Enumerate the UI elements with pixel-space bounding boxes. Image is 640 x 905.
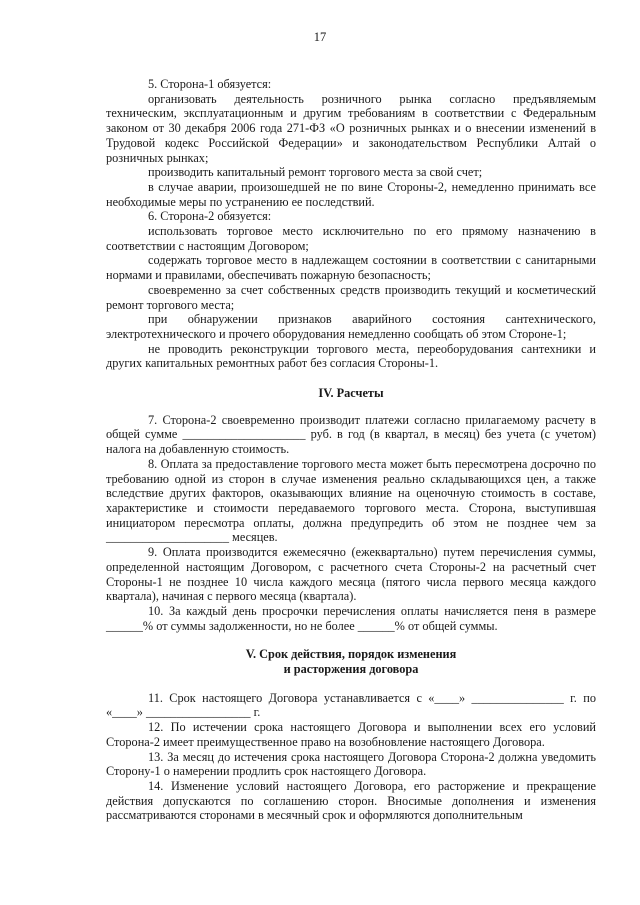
paragraph-6-item-2: содержать торговое место в надлежащем состоянии в соответствии с санитарными нормами и правилами, обеспечивать пожарную безопасность; [106,253,596,283]
clause-14: 14. Изменение условий настоящего Договора, его расторжение и прекращение действия допускаются по соглашению сторон. Вносимые дополнения и изменения рассматриваются сторонами в месячный срок и оформляются дополнительным [106,778,596,823]
clause-11: 11. Срок настоящего Договора устанавливается с «____» _______________ г. по «____» _________________ г. [106,690,596,720]
clause-8: 8. Оплата за предоставление торгового места может быть пересмотрена досрочно по требованию одной из сторон в случае изменения реально складывающихся цен, а также вследствие других факторов, оказывающих влияние на оценочную стоимость в составе, характеристике и стоимости передаваемого торгового места. Сторона, выступившая инициатором пересмотра оплаты, должна предупредить об этом не позднее чем за ____________________ месяцев. [106,456,596,545]
paragraph-5-item-3: в случае аварии, произошедшей не по вине Стороны-2, немедленно принимать все необходимые меры по устранению ее последствий. [106,179,596,209]
paragraph-5-item-1: организовать деятельность розничного рынка согласно предъявляемым техническим, эксплуатационным и другим требованиям в соответствии с Федеральным законом от 30 декабря 2006 года 271-ФЗ «О розничных рынках и о внесении изменений в Трудовой кодекс Российской Федерации» и законодательством Республики Алтай о розничных рынках; [106,91,596,165]
paragraph-6-item-3: своевременно за счет собственных средств производить текущий и косметический ремонт торгового места; [106,282,596,312]
document-body [106,77,596,823]
paragraph-5-heading: 5. Сторона-1 обязуется: [148,77,272,91]
section-5-title-line-2: и расторжения договора [283,662,419,677]
paragraph-6-heading: 6. Сторона-2 обязуется: [148,209,272,224]
clause-7: 7. Сторона-2 своевременно производит платежи согласно прилагаемому расчету в общей сумме ____________________ руб. в год (в квартал, в месяц) без учета (с учетом) налога на добавленную стоимость. [106,412,596,457]
clause-12: 12. По истечении срока настоящего Договора и выполнении всех его условий Сторона-2 имеет преимущественное право на возобновление настоящего Договора. [106,720,596,749]
section-4-title: IV. Расчеты [318,386,384,401]
clause-13: 13. За месяц до истечения срока настоящего Договора Сторона-2 должна уведомить Сторону-1 о намерении продлить срок настоящего Договора. [106,749,596,779]
section-5-title [106,647,596,676]
clause-9: 9. Оплата производится ежемесячно (ежеквартально) путем перечисления суммы, определенной настоящим Договором, с расчетного счета Стороны-2 на расчетный счет Стороны-1 не позднее 10 числа каждого месяца (пятого числа первого месяца каждого квартала), начиная с первого месяца (квартала). [106,545,596,604]
paragraph-6-item-4: при обнаружении признаков аварийного состояния сантехнического, электротехнического и прочего оборудования немедленно сообщать об этом Стороне-1; [106,312,596,341]
page-number: 17 [313,30,327,44]
clause-10: 10. За каждый день просрочки перечисления оплаты начисляется пеня в размере ______% от суммы задолженности, но не более ______% от общей суммы. [106,603,596,633]
section-5-title-line-1: V. Срок действия, порядок изменения [245,647,457,662]
paragraph-5-item-2: производить капитальный ремонт торгового места за свой счет; [148,165,483,180]
paragraph-6-item-5: не проводить реконструкции торгового места, переоборудования сантехники и других капитальных ремонтных работ без согласия Стороны-1. [106,341,596,371]
paragraph-6-item-1: использовать торговое место исключительно по его прямому назначению в соответствии с настоящим Договором; [106,224,596,253]
